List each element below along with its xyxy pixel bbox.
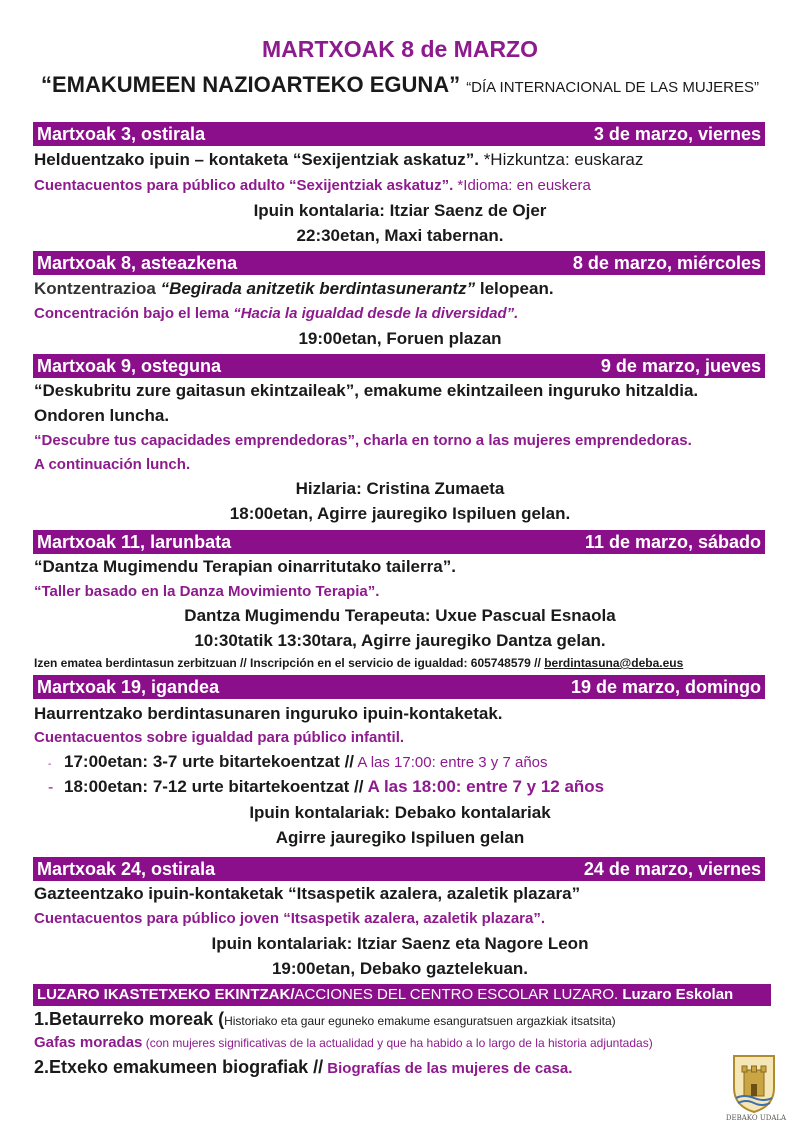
day-spanish: 19 de marzo, domingo bbox=[570, 677, 761, 697]
registration-note: Izen ematea berdintasun zerbitzuan // Inscripción en el servicio de igualdad: 605748579 // berdintasuna@deba.eus bbox=[34, 656, 684, 670]
school-item-1-spanish: Gafas moradas (con mujeres significativas de la actualidad y que ha habido a lo largo de la historia adjuntadas) bbox=[34, 1034, 653, 1051]
day-spanish: 3 de marzo, viernes bbox=[593, 124, 761, 144]
town-seal-icon bbox=[730, 1052, 778, 1114]
school-item-2: 2.Etxeko emakumeen biografiak // Biografías de las mujeres de casa. bbox=[34, 1057, 573, 1077]
bullet-dash-icon: - bbox=[48, 779, 54, 796]
email-link[interactable]: berdintasuna@deba.eus bbox=[544, 656, 684, 670]
event-desc-basque: Haurrentzako berdintasunaren inguruko ipuin-kontaketak. bbox=[34, 704, 503, 723]
day-spanish: 8 de marzo, miércoles bbox=[572, 253, 761, 273]
date-title: MARTXOAK 8 de MARZO bbox=[262, 36, 538, 62]
event-header-mar8 bbox=[33, 251, 765, 275]
event-header-mar24 bbox=[33, 857, 765, 881]
event-desc-spanish: Concentración bajo el lema “Hacia la igualdad desde la diversidad”. bbox=[34, 305, 519, 322]
day-spanish: 24 de marzo, viernes bbox=[583, 859, 761, 879]
session-item-1: - 17:00etan: 3-7 urte bitartekoentzat // A las 17:00: entre 3 y 7 años bbox=[48, 752, 548, 771]
day-basque: Martxoak 24, ostirala bbox=[37, 859, 216, 879]
event-header-mar9 bbox=[33, 354, 765, 378]
event-place: Agirre jauregiko Ispiluen gelan bbox=[275, 828, 525, 847]
day-basque: Martxoak 11, larunbata bbox=[37, 532, 232, 552]
event-header-mar19 bbox=[33, 675, 765, 699]
event-speaker: Ipuin kontalariak: Itziar Saenz eta Nagore Leon bbox=[211, 934, 589, 953]
day-basque: Martxoak 19, igandea bbox=[37, 677, 220, 697]
event-time-place: 22:30etan, Maxi tabernan. bbox=[296, 226, 504, 245]
event-desc-basque-1: “Deskubritu zure gaitasun ekintzaileak”, emakume ekintzaileen inguruko hitzaldia. bbox=[34, 381, 699, 400]
event-desc-spanish: Cuentacuentos para público joven “Itsaspetik azalera, azaletik plazara”. bbox=[34, 910, 546, 927]
day-spanish: 11 de marzo, sábado bbox=[584, 532, 761, 552]
event-time-place: 10:30tatik 13:30tara, Agirre jauregiko Dantza gelan. bbox=[194, 631, 606, 650]
page-title bbox=[0, 72, 800, 98]
day-spanish: 9 de marzo, jueves bbox=[600, 356, 761, 376]
event-desc-spanish: Cuentacuentos sobre igualdad para público infantil. bbox=[34, 729, 405, 746]
day-basque: Martxoak 3, ostirala bbox=[37, 124, 206, 144]
event-desc-basque: Kontzentrazioa “Begirada anitzetik berdintasunerantz” lelopean. bbox=[34, 279, 554, 298]
event-time-place: 19:00etan, Foruen plazan bbox=[298, 329, 502, 348]
bullet-dash-icon: - bbox=[48, 759, 52, 770]
event-desc-spanish-2: A continuación lunch. bbox=[34, 456, 191, 473]
title-basque: “EMAKUMEEN NAZIOARTEKO EGUNA” bbox=[40, 72, 461, 97]
school-item-1: 1.Betaurreko moreak (Historiako eta gaur eguneko emakume esanguratsuen argazkiak itsatsita) bbox=[34, 1009, 616, 1029]
event-header-mar3 bbox=[33, 122, 765, 146]
event-time-place: 18:00etan, Agirre jauregiko Ispiluen gelan. bbox=[229, 504, 571, 523]
school-section-header: LUZARO IKASTETXEKO EKINTZAK/ACCIONES DEL CENTRO ESCOLAR LUZARO. Luzaro Eskolan bbox=[33, 984, 771, 1006]
event-desc-spanish-1: “Descubre tus capacidades emprendedoras”, charla en torno a las mujeres emprendedoras. bbox=[34, 432, 692, 449]
event-desc-basque: Gazteentzako ipuin-kontaketak “Itsaspetik azalera, azaletik plazara” bbox=[34, 884, 581, 903]
day-basque: Martxoak 8, asteazkena bbox=[37, 253, 238, 273]
day-basque: Martxoak 9, osteguna bbox=[37, 356, 222, 376]
logo-caption: DEBAKO UDALA bbox=[725, 1114, 787, 1122]
title-spanish: “DÍA INTERNACIONAL DE LAS MUJERES” bbox=[466, 79, 760, 96]
session-item-2: - 18:00etan: 7-12 urte bitartekoentzat // A las 18:00: entre 7 y 12 años bbox=[48, 777, 605, 796]
event-desc-basque: “Dantza Mugimendu Terapian oinarritutako tailerra”. bbox=[34, 557, 456, 576]
event-speaker: Ipuin kontalariak: Debako kontalariak bbox=[249, 803, 551, 822]
event-desc-spanish: “Taller basado en la Danza Movimiento Terapia”. bbox=[34, 583, 380, 600]
event-speaker: Dantza Mugimendu Terapeuta: Uxue Pascual Esnaola bbox=[184, 606, 616, 625]
event-time-place: 19:00etan, Debako gaztelekuan. bbox=[271, 959, 529, 978]
event-speaker: Hizlaria: Cristina Zumaeta bbox=[295, 479, 505, 498]
event-desc-spanish: Cuentacuentos para público adulto “Sexijentziak askatuz”. *Idioma: en euskera bbox=[34, 177, 591, 194]
event-speaker: Ipuin kontalaria: Itziar Saenz de Ojer bbox=[253, 201, 547, 220]
event-header-mar11 bbox=[33, 530, 765, 554]
event-desc-basque: Helduentzako ipuin – kontaketa “Sexijentziak askatuz”. *Hizkuntza: euskaraz bbox=[34, 150, 644, 169]
event-desc-basque-2: Ondoren luncha. bbox=[34, 406, 170, 425]
